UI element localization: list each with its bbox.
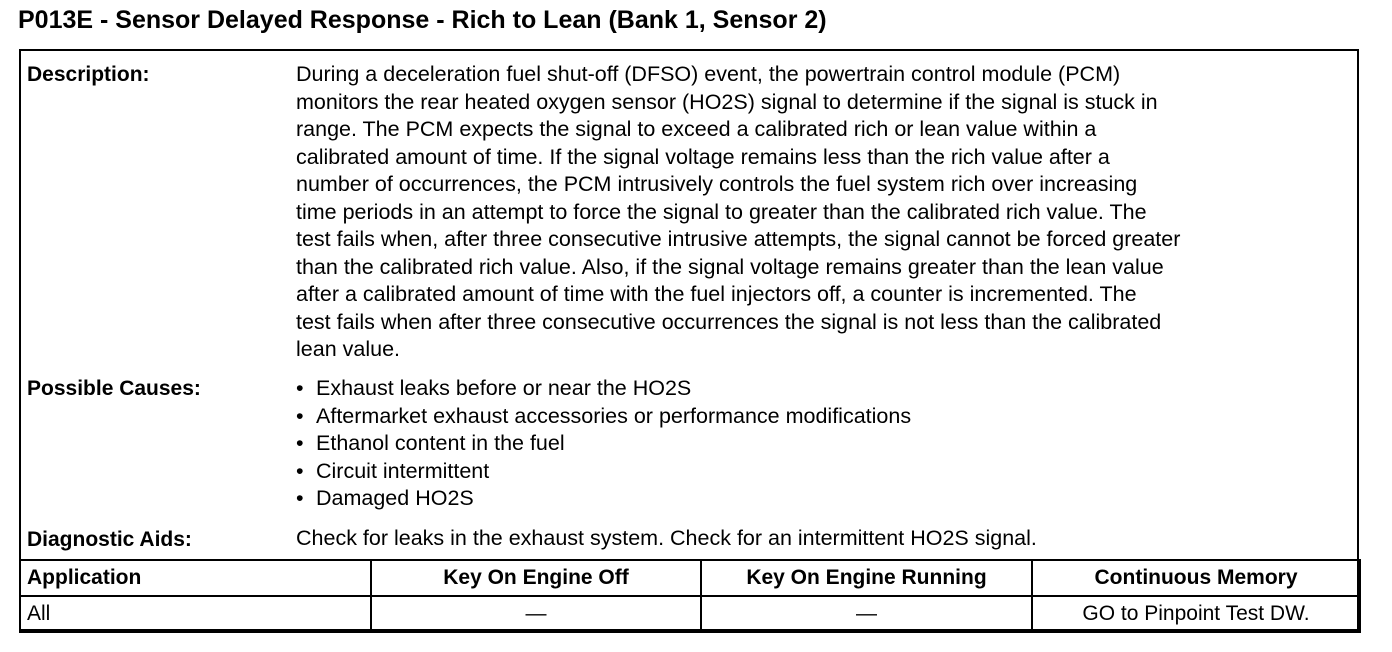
description-line: During a deceleration fuel shut-off (DFSO) event, the powertrain control module (PCM) <box>296 62 1121 86</box>
dtc-info-box <box>19 49 1359 631</box>
bullet-icon: • <box>296 458 304 483</box>
diagnostic-aids-text: Check for leaks in the exhaust system. Check for an intermittent HO2S signal. <box>296 526 1037 550</box>
cause-text: Exhaust leaks before or near the HO2S <box>316 376 692 400</box>
diagnostic-aids-label: Diagnostic Aids: <box>27 528 192 551</box>
list-item <box>296 430 911 458</box>
possible-causes-list <box>296 375 911 513</box>
cause-text: Ethanol content in the fuel <box>316 431 565 455</box>
list-item <box>296 458 911 486</box>
table-cell: — <box>371 596 701 632</box>
description-line: than the calibrated rich value. Also, if the signal voltage remains greater than the lean value <box>296 254 1164 279</box>
page-title: P013E - Sensor Delayed Response - Rich to Lean (Bank 1, Sensor 2) <box>18 6 827 34</box>
list-item <box>296 403 911 431</box>
description-line: number of occurrences, the PCM intrusively controls the fuel system rich over increasing <box>296 172 1138 196</box>
table-cell: GO to Pinpoint Test DW. <box>1032 596 1360 632</box>
column-header-koeo: Key On Engine Off <box>371 560 701 596</box>
table-row <box>20 596 1360 632</box>
list-item <box>296 485 911 513</box>
column-header-application: Application <box>20 560 371 596</box>
description-line: test fails when, after three consecutive intrusive attempts, the signal cannot be forced greater <box>296 227 1181 251</box>
table-header-row <box>20 560 1360 596</box>
table-cell: — <box>701 596 1032 632</box>
bullet-icon: • <box>296 431 304 455</box>
possible-causes-label: Possible Causes: <box>27 377 201 400</box>
description-label: Description: <box>27 63 150 86</box>
column-header-koer: Key On Engine Running <box>701 560 1032 596</box>
cause-text: Aftermarket exhaust accessories or performance modifications <box>316 403 912 428</box>
column-header-continuous-memory: Continuous Memory <box>1032 560 1360 596</box>
description-line: test fails when after three consecutive occurrences the signal is not less than the calibrated <box>296 309 1162 334</box>
description-line: lean value. <box>296 337 400 361</box>
description-text <box>296 61 1351 364</box>
description-line: calibrated amount of time. If the signal voltage remains less than the rich value after a <box>296 144 1110 169</box>
bullet-icon: • <box>296 403 304 428</box>
cause-text: Circuit intermittent <box>316 458 490 483</box>
cause-text: Damaged HO2S <box>316 486 474 510</box>
table-cell: All <box>20 596 371 632</box>
description-line: after a calibrated amount of time with the fuel injectors off, a counter is incremented. The <box>296 282 1137 306</box>
description-line: monitors the rear heated oxygen sensor (HO2S) signal to determine if the signal is stuck in <box>296 89 1158 114</box>
bullet-icon: • <box>296 376 304 400</box>
application-table <box>19 559 1361 633</box>
description-line: range. The PCM expects the signal to exceed a calibrated rich or lean value within a <box>296 117 1097 141</box>
bullet-icon: • <box>296 486 304 510</box>
list-item <box>296 375 911 403</box>
description-line: time periods in an attempt to force the signal to greater than the calibrated rich value. The <box>296 199 1147 224</box>
